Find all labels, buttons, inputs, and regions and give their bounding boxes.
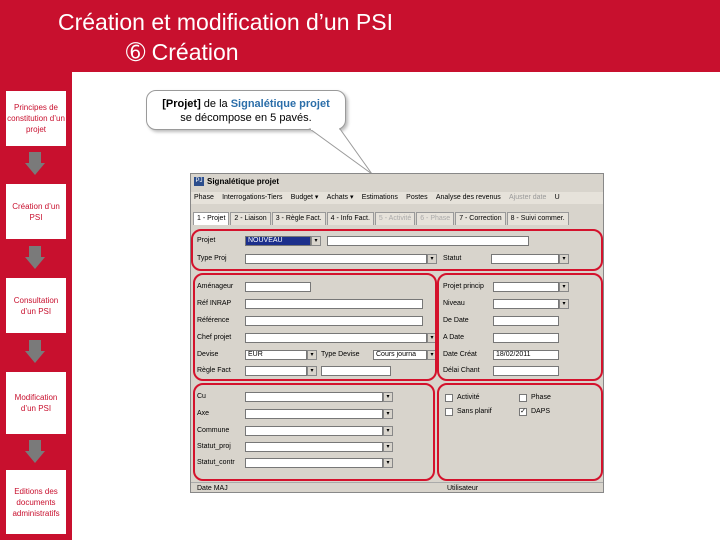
slide-title	[58, 8, 393, 65]
slide-header	[0, 0, 720, 72]
chevron-down-icon[interactable]: ▾	[311, 236, 321, 246]
date-creat-input[interactable]: 18/02/2011	[493, 350, 559, 360]
pave-3-highlight	[437, 273, 603, 381]
menu-bar	[191, 192, 603, 204]
down-arrow-icon	[25, 440, 45, 464]
label-de-date: De Date	[443, 317, 469, 324]
menu-estimations[interactable]: Estimations	[361, 194, 398, 201]
label-utilisateur: Utilisateur	[447, 485, 479, 492]
label-chef-projet: Chef projet	[197, 334, 232, 341]
tab-liaison[interactable]: 2 - Liaison	[230, 212, 270, 225]
title-line-1: Création et modification d’un PSI	[58, 9, 393, 35]
callout-projet: [Projet]	[162, 98, 201, 110]
tab-projet[interactable]: 1 - Projet	[193, 212, 229, 225]
chevron-down-icon[interactable]: ▾	[383, 409, 393, 419]
label-statut-contr: Statut_contr	[197, 459, 235, 466]
label-type-devise: Type Devise	[321, 351, 360, 358]
tab-phase[interactable]: 6 - Phase	[416, 212, 454, 225]
pave-4-highlight	[193, 383, 435, 481]
step-creation[interactable]: Création d’un PSI	[6, 184, 66, 239]
tab-activite[interactable]: 5 - Activité	[375, 212, 415, 225]
chevron-down-icon[interactable]: ▾	[559, 254, 569, 264]
label-phase: Phase	[531, 394, 551, 401]
menu-phase[interactable]: Phase	[194, 194, 214, 201]
chevron-down-icon[interactable]: ▾	[383, 442, 393, 452]
projet-select[interactable]: NOUVEAU	[245, 236, 311, 246]
label-date-maj: Date MAJ	[197, 485, 228, 492]
down-arrow-icon	[25, 246, 45, 270]
process-sidebar	[0, 72, 72, 540]
label-axe: Axe	[197, 410, 210, 417]
chevron-down-icon[interactable]: ▾	[559, 282, 569, 292]
label-statut-proj: Statut_proj	[197, 443, 231, 450]
chevron-down-icon[interactable]: ▾	[427, 333, 437, 343]
chevron-down-icon[interactable]: ▾	[427, 350, 437, 360]
step-editions[interactable]: Editions des documents administratifs	[6, 470, 66, 534]
label-type-proj: Type Proj	[197, 255, 227, 262]
pave-5-highlight	[437, 383, 603, 481]
callout-pointer	[300, 128, 380, 178]
chevron-down-icon[interactable]: ▾	[307, 350, 317, 360]
pave-2-highlight	[193, 273, 437, 381]
menu-interrogations[interactable]: Interrogations-Tiers	[222, 194, 283, 201]
label-delai-chant: Délai Chant	[443, 367, 480, 374]
tab-info-fact[interactable]: 4 - Info Fact.	[327, 212, 374, 225]
label-sans-planif: Sans planif	[457, 408, 492, 415]
chevron-down-icon[interactable]: ▾	[427, 254, 437, 264]
menu-postes[interactable]: Postes	[406, 194, 428, 201]
label-commune: Commune	[197, 427, 230, 434]
label-ref-inrap: Réf INRAP	[197, 300, 232, 307]
chevron-down-icon[interactable]: ▾	[383, 458, 393, 468]
menu-ajuster-date[interactable]: Ajuster date	[509, 194, 547, 201]
window-titlebar	[191, 174, 603, 190]
signaletique-window	[190, 173, 604, 493]
callout-line2: se décompose en 5 pavés.	[180, 112, 312, 124]
chevron-down-icon[interactable]: ▾	[383, 426, 393, 436]
label-statut: Statut	[443, 255, 462, 262]
tab-strip	[193, 212, 603, 226]
down-arrow-icon	[25, 340, 45, 364]
label-reference: Référence	[197, 317, 230, 324]
label-cu: Cu	[197, 393, 206, 400]
callout-de-la: de la	[200, 98, 231, 110]
chevron-down-icon[interactable]: ▾	[383, 392, 393, 402]
label-date-creat: Date Créat	[443, 351, 477, 358]
menu-u[interactable]: U	[554, 194, 560, 201]
step-principes[interactable]: Principes de constitution d’un projet	[6, 91, 66, 146]
tab-suivi-commer[interactable]: 8 - Suivi commer.	[507, 212, 569, 225]
daps-checkbox[interactable]: ✓	[520, 408, 526, 415]
label-niveau: Niveau	[443, 300, 465, 307]
down-arrow-icon	[25, 152, 45, 176]
app-icon: PJ	[195, 178, 203, 184]
label-devise: Devise	[197, 351, 219, 358]
callout-bubble	[146, 90, 346, 130]
label-a-date: A Date	[443, 334, 465, 341]
menu-achats[interactable]: Achats ▾	[326, 194, 354, 201]
tab-regle-fact[interactable]: 3 - Règle Fact.	[272, 212, 326, 225]
footer-separator	[191, 482, 603, 483]
type-devise-select[interactable]: Cours journa	[373, 350, 427, 360]
pave-1-highlight	[191, 229, 603, 271]
menu-analyse[interactable]: Analyse des revenus	[435, 194, 501, 201]
title-line-2: ➅ Création	[126, 39, 239, 65]
tab-correction[interactable]: 7 - Correction	[455, 212, 505, 225]
label-activite: Activité	[457, 394, 480, 401]
step-modification[interactable]: Modification d’un PSI	[6, 372, 66, 434]
chevron-down-icon[interactable]: ▾	[307, 366, 317, 376]
label-projet-princip: Projet princip	[443, 283, 484, 290]
label-daps: DAPS	[531, 408, 551, 415]
step-consultation[interactable]: Consultation d’un PSI	[6, 278, 66, 333]
menu-budget[interactable]: Budget ▾	[290, 194, 319, 201]
callout-signaletique: Signalétique projet	[230, 98, 330, 110]
label-amenageur: Aménageur	[197, 283, 234, 290]
devise-select[interactable]: EUR	[245, 350, 307, 360]
window-title: Signalétique projet	[207, 177, 280, 186]
chevron-down-icon[interactable]: ▾	[559, 299, 569, 309]
label-projet: Projet	[197, 237, 216, 244]
label-regle-fact: Règle Fact	[197, 367, 231, 374]
